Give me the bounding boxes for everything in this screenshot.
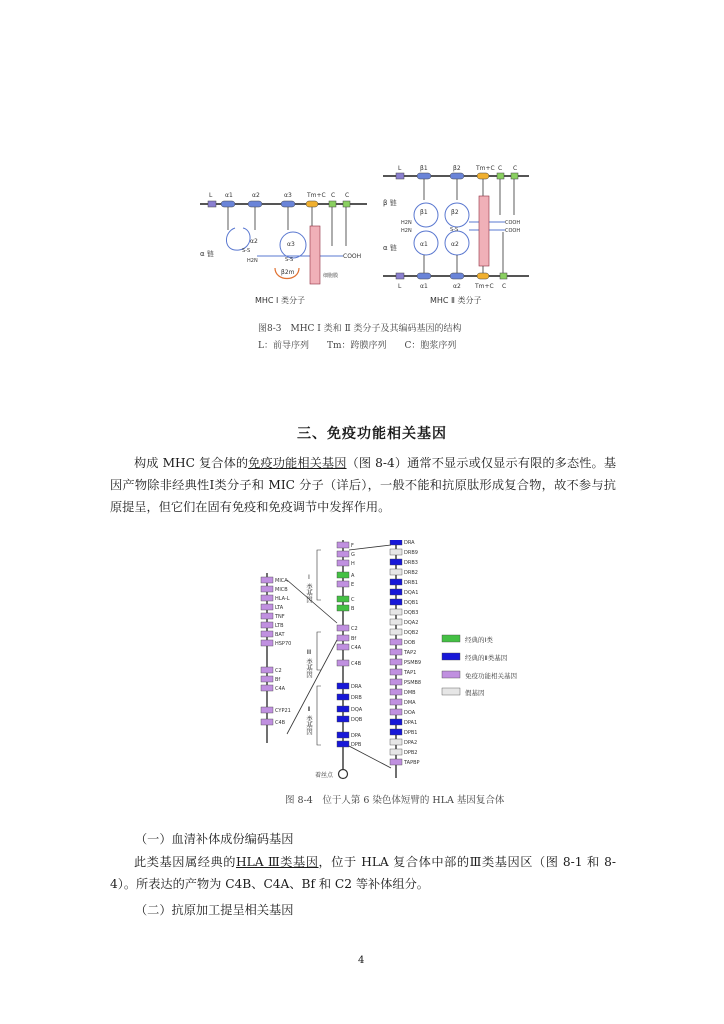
left-gene-label: HSP70 [275,641,292,647]
center-gene-box [337,605,349,611]
left-gene-box [261,640,273,646]
right-gene-box [390,739,402,745]
beta-exon-c2 [511,173,518,179]
center-gene-label: A [351,573,355,579]
domain-a1-loop [226,228,250,250]
mhc-class1-diagram [200,192,367,305]
a1-label: α1 [225,192,233,199]
center-gene-box [337,542,349,548]
nh1-label: H2N [401,220,412,226]
beta-exon-b1 [417,173,431,179]
class2-title: MHC Ⅱ 类分子 [430,296,482,305]
beta-exon-l [396,173,404,179]
center-gene-label: DRA [351,684,362,690]
center-gene-box [337,706,349,712]
tmc-label: Tm+C [307,192,326,199]
figure-8-4-caption: 图 8-4 位于人第 6 染色体短臂的 HLA 基因复合体 [285,795,505,806]
figure-8-3 [195,160,535,310]
region2-label: Ⅱ 类基因 [305,705,313,735]
region3-label: Ⅲ 类基因 [305,648,313,678]
legend-swatch-immune [442,671,460,678]
legend-swatch-classic1 [442,635,460,642]
top-b2-label: β2 [453,165,461,172]
figure-8-3-legend: L：前导序列 Tm：跨膜序列 C：胞浆序列 [258,341,457,351]
right-gene-label: DMA [404,700,416,706]
left-gene-box [261,595,273,601]
nh-label: H2N [247,258,258,264]
c2-label: C [345,192,350,199]
left-gene-label: HLA-L [275,596,290,602]
nh2-label: H2N [401,228,412,234]
top-b1-label: β1 [420,165,428,172]
top-tmc-label: Tm+C [476,165,495,172]
center-gene-label: C4B [351,661,362,667]
center-gene-box [337,560,349,566]
right-gene-box [390,579,402,585]
right-gene-box [390,649,402,655]
beta-chain-label: β 链 [383,199,397,207]
beta-exon-c1 [497,173,504,179]
alpha-exon-l [396,273,404,279]
right-gene-label: TAP2 [404,650,417,656]
right-gene-box [390,589,402,595]
right-gene-label: DQB1 [404,600,419,606]
b2-domain-label: β2 [451,209,459,216]
c1-label: C [331,192,336,199]
figure-8-3-caption: 图8-3 MHC Ⅰ 类和 Ⅱ 类分子及其编码基因的结构 [258,324,462,334]
bot-tmc-label: Tm+C [475,283,494,290]
center-gene-box [337,551,349,557]
right-gene-box [390,669,402,675]
center-gene-label: C [351,597,355,603]
alpha-chain-label: α 链 [200,250,214,258]
a3-label: α3 [284,192,292,199]
right-gene-box [390,639,402,645]
left-gene-label: C4B [275,720,286,726]
mhc-class2-diagram [383,165,529,305]
left-gene-label: MICA [275,578,288,584]
cooh1-label: COOH [505,220,521,226]
left-gene-label: Bf [275,677,281,683]
right-gene-box [390,689,402,695]
left-gene-box [261,577,273,583]
right-gene-box [390,569,402,575]
center-gene-box [337,660,349,666]
center-gene-box [337,716,349,722]
left-gene-box [261,676,273,682]
bot-c-label: C [502,283,507,290]
b2m-label: β2m [281,269,295,276]
exon-a1 [221,201,235,207]
paragraph-immune-genes: 构成 MHC 复合体的免疫功能相关基因（图 8-4）通常不显示或仅显示有限的多态性。基因产物除非经典性Ⅰ类分子和 MIC 分子（详后），一般不能和抗原肽形成复合物，故不参与抗原提呈，但它们在固有免疫和免疫调节中发挥作用。 [110,456,617,514]
exon-tmc [306,201,318,207]
ss2-label: S-S [285,257,294,263]
right-gene-list [390,540,421,766]
center-gene-box [337,625,349,631]
legend [442,635,518,697]
center-gene-list [337,542,363,748]
left-gene-box [261,586,273,592]
right-gene-box [390,679,402,685]
center-gene-label: E [351,582,355,588]
top-c2-label: C [513,165,518,172]
right-gene-box [390,549,402,555]
left-gene-box [261,613,273,619]
center-gene-label: DPA [351,733,361,739]
right-gene-box [390,540,402,545]
right-gene-box [390,629,402,635]
legend-classic1: 经典的Ⅰ类 [465,636,493,644]
center-gene-box [337,596,349,602]
left-gene-label: MICB [275,587,288,593]
exon-c1 [329,201,336,207]
membrane-label: 细胞膜 [323,273,339,279]
right-gene-label: PSMB8 [404,680,422,686]
right-gene-box [390,609,402,615]
right-gene-label: TAPBP [404,760,420,766]
right-gene-label: DRB9 [404,550,418,556]
membrane2-box [479,196,489,266]
center-gene-box [337,732,349,738]
left-gene-label: LTB [275,623,284,629]
left-gene-label: TNF [275,614,285,620]
ss-label: S-S [450,227,459,233]
alpha-exon-a2 [450,273,464,279]
legend-swatch-classic2 [442,653,460,660]
b1-domain-label: β1 [420,209,428,216]
center-gene-box [337,635,349,641]
center-gene-label: DQA [351,707,363,713]
legend-pseudo: 假基因 [465,689,485,697]
left-gene-box [261,604,273,610]
center-gene-label: C4A [351,645,362,651]
left-gene-box [261,631,273,637]
right-gene-box [390,729,402,735]
right-gene-label: DMB [404,690,416,696]
right-gene-box [390,559,402,565]
alpha-exon-tmc [477,273,489,279]
center-gene-label: DRB [351,695,362,701]
right-gene-label: DRA [404,540,415,546]
center-gene-box [337,581,349,587]
bot-a1-label: α1 [420,283,428,290]
right-gene-label: DOA [404,710,416,716]
beta-exon-b2 [450,173,464,179]
cell-membrane-box [310,226,320,284]
legend-classic2: 经典的Ⅱ类基因 [465,654,508,662]
cooh2-label: COOH [505,228,521,234]
right-gene-label: DQA1 [404,590,419,596]
right-gene-box [390,759,402,765]
left-gene-list [261,577,291,726]
page-number: 4 [358,955,365,966]
left-gene-label: LTA [275,605,284,611]
center-gene-label: H [351,561,355,567]
right-gene-label: DQA2 [404,620,419,626]
left-gene-label: CYP21 [275,708,291,714]
a1-domain-label: α1 [420,241,428,248]
right-gene-label: DRB2 [404,570,418,576]
alpha-exon-a1 [417,273,431,279]
right-gene-label: DPA1 [404,720,418,726]
beta-exon-tmc [477,173,489,179]
section-heading: 三、免疫功能相关基因 [297,426,447,442]
center-gene-label: C2 [351,626,358,632]
right-gene-label: DPA2 [404,740,418,746]
center-gene-label: DQB [351,717,363,723]
right-gene-box [390,709,402,715]
center-gene-box [337,694,349,700]
legend-swatch-pseudo [442,688,460,695]
bot-a2-label: α2 [453,283,461,290]
center-gene-box [337,644,349,650]
center-gene-box [337,683,349,689]
a3-domain-label: α3 [287,241,295,248]
figure-8-4-hla-map [255,540,535,788]
right-gene-label: DRB3 [404,560,418,566]
right-gene-box [390,599,402,605]
top-c1-label: C [498,165,503,172]
left-gene-box [261,667,273,673]
ss1-label: S-S [242,248,251,254]
right-gene-box [390,749,402,755]
class1-title: MHC Ⅰ 类分子 [255,296,305,305]
alpha-chain2-label: α 链 [383,244,397,252]
centromere-circle [339,770,348,779]
paragraph-complement: 此类基因属经典的HLA Ⅲ类基因，位于 HLA 复合体中部的Ⅲ类基因区（图 8-1 和 8-4）。所表达的产物为 C4B、C4A、Bf 和 C2 等补体组分。 [110,855,617,891]
right-gene-box [390,659,402,665]
alpha-exon-c [500,273,507,279]
right-gene-label: DPB1 [404,730,418,736]
right-gene-label: DRB1 [404,580,418,586]
left-gene-box [261,622,273,628]
left-gene-box [261,707,273,713]
left-gene-label: BAT [275,632,285,638]
legend-immune: 免疫功能相关基因 [465,672,517,680]
right-gene-box [390,619,402,625]
centromere-label: 着丝点 [315,772,334,779]
right-gene-label: DQB3 [404,610,419,616]
region1-label: Ⅰ 类基因 [305,573,313,603]
exon-c2 [343,201,350,207]
right-gene-label: DOB [404,640,416,646]
a2-domain-label: α2 [250,238,258,245]
exon-l [208,201,216,207]
a2-label: α2 [252,192,260,199]
center-gene-box [337,572,349,578]
hla-class3-term: HLA Ⅲ类基因 [236,855,319,869]
center-gene-label: B [351,606,355,612]
cooh-label: COOH [343,253,362,260]
left-gene-label: C2 [275,668,282,674]
right-gene-label: TAP1 [404,670,417,676]
a2-domain-label: α2 [451,241,459,248]
exon-a3 [281,201,295,207]
center-gene-label: Bf [351,636,357,642]
center-gene-box [337,741,349,747]
center-gene-label: G [351,552,355,558]
l-label: L [209,192,213,199]
immune-gene-term: 免疫功能相关基因 [248,456,347,470]
subheading-antigen: （二）抗原加工提呈相关基因 [135,903,294,917]
left-gene-box [261,719,273,725]
bot-l-label: L [398,283,402,290]
right-gene-label: DQB2 [404,630,419,636]
right-gene-label: PSMB9 [404,660,422,666]
exon-a2 [248,201,262,207]
right-gene-box [390,699,402,705]
left-gene-label: C4A [275,686,286,692]
right-gene-label: DPB2 [404,750,418,756]
center-gene-label: DPB [351,742,362,748]
center-gene-label: F [351,543,354,549]
right-gene-box [390,719,402,725]
left-gene-box [261,685,273,691]
top-l-label: L [398,165,402,172]
subheading-complement: （一）血清补体成份编码基因 [135,832,294,846]
